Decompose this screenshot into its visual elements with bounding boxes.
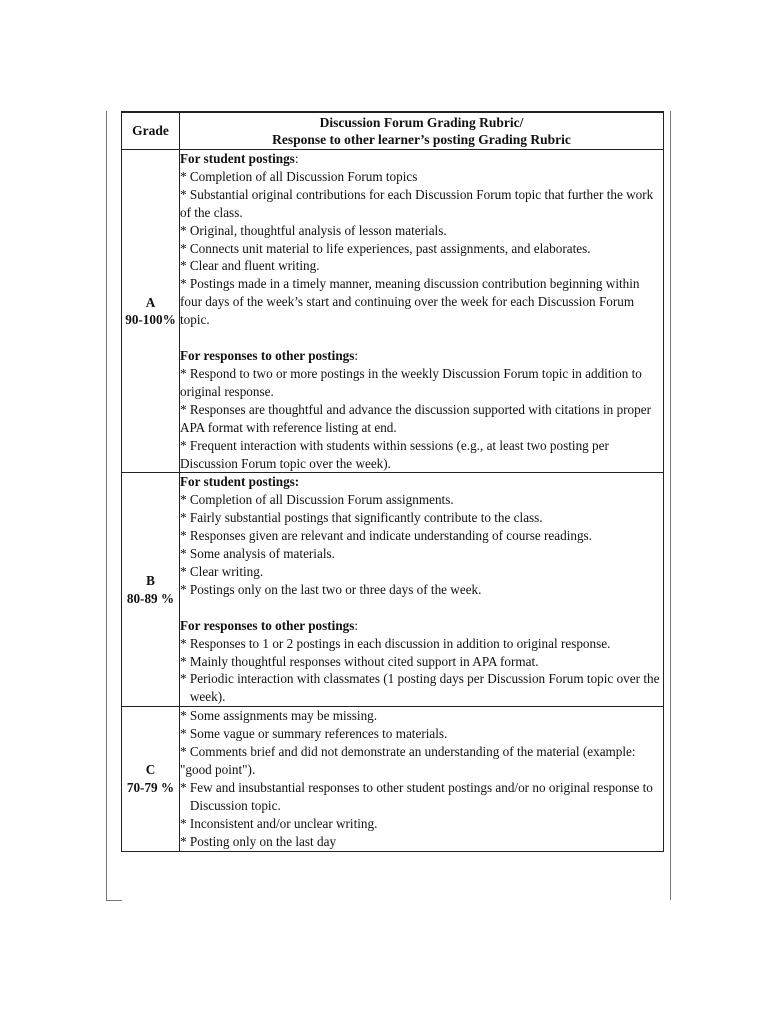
list-item: * Some analysis of materials. [180, 546, 335, 562]
rubric-title-header [180, 112, 664, 150]
list-item: * Responses given are relevant and indicate understanding of course readings. [180, 528, 592, 544]
section-spacer [180, 599, 663, 617]
list-item: * Clear and fluent writing. [180, 258, 320, 274]
criteria-cell-c [180, 707, 664, 851]
list-item: * Fairly substantial postings that significantly contribute to the class. [180, 510, 543, 526]
page-border-right [670, 111, 671, 900]
grade-range: 80-89 % [126, 590, 175, 606]
page-border-left [106, 111, 107, 900]
list-item: * Completion of all Discussion Forum assignments. [180, 492, 454, 508]
list-item: * Respond to two or more postings in the weekly Discussion Forum topic in addition to original response. [180, 365, 646, 399]
criteria-cell-a [180, 150, 664, 473]
grade-range: 70-79 % [126, 779, 175, 795]
section-heading: For responses to other postings: [180, 348, 359, 364]
table-row [122, 707, 664, 851]
grade-letter: B [146, 573, 155, 589]
table-row [122, 150, 664, 473]
list-item: * Frequent interaction with students within sessions (e.g., at least two posting per Discussion Forum topic over the week). [180, 437, 616, 471]
list-item: * Few and insubstantial responses to other student postings and/or no original response to Discussion topic. [180, 779, 653, 813]
page-border-bottom [106, 900, 122, 901]
list-item: * Posting only on the last day [180, 833, 337, 849]
list-item: * Some assignments may be missing. [180, 708, 378, 724]
section-heading: For responses to other postings: [180, 617, 359, 633]
list-item: * Periodic interaction with classmates (1 posting days per Discussion Forum topic over the week). [180, 671, 660, 705]
list-item: * Postings made in a timely manner, meaning discussion contribution beginning within four days of the week’s start and continuing over the week for each Discussion Forum topic. [180, 276, 643, 328]
list-item: * Responses are thoughtful and advance the discussion supported with citations in proper APA format with reference listing at end. [180, 401, 654, 435]
table-row [122, 473, 664, 707]
list-item: * Substantial original contributions for each Discussion Forum topic that further the work of the class. [180, 186, 657, 220]
list-item: * Postings only on the last two or three days of the week. [180, 581, 482, 597]
list-item: * Comments brief and did not demonstrate an understanding of the material (example: "good point"). [180, 744, 639, 777]
rubric-title-line-1: Discussion Forum Grading Rubric/ [319, 115, 524, 130]
grade-cell-a [122, 150, 180, 473]
grade-range: 90-100% [125, 312, 176, 328]
list-item: * Some vague or summary references to materials. [180, 726, 448, 742]
rubric-title-line-2: Response to other learner’s posting Grading Rubric [272, 132, 571, 147]
list-item: * Original, thoughtful analysis of lesson materials. [180, 222, 447, 238]
grade-cell-c [122, 707, 180, 851]
list-item: * Clear writing. [180, 563, 264, 579]
list-item: * Completion of all Discussion Forum topics [180, 168, 418, 184]
section-heading: For student postings: [180, 151, 299, 166]
grade-letter: A [145, 294, 156, 310]
grading-rubric-table [121, 111, 664, 852]
table-header-row [122, 112, 664, 150]
section-heading: For student postings: [180, 474, 300, 490]
list-item: * Connects unit material to life experiences, past assignments, and elaborates. [180, 240, 591, 256]
grade-letter: C [145, 762, 156, 778]
list-item: * Mainly thoughtful responses without cited support in APA format. [180, 653, 539, 669]
criteria-cell-b [180, 473, 664, 707]
grade-column-header: Grade [122, 112, 180, 150]
grade-cell-b [122, 473, 180, 707]
list-item: * Responses to 1 or 2 postings in each discussion in addition to original response. [180, 635, 611, 651]
section-spacer [180, 329, 663, 347]
list-item: * Inconsistent and/or unclear writing. [180, 815, 378, 831]
